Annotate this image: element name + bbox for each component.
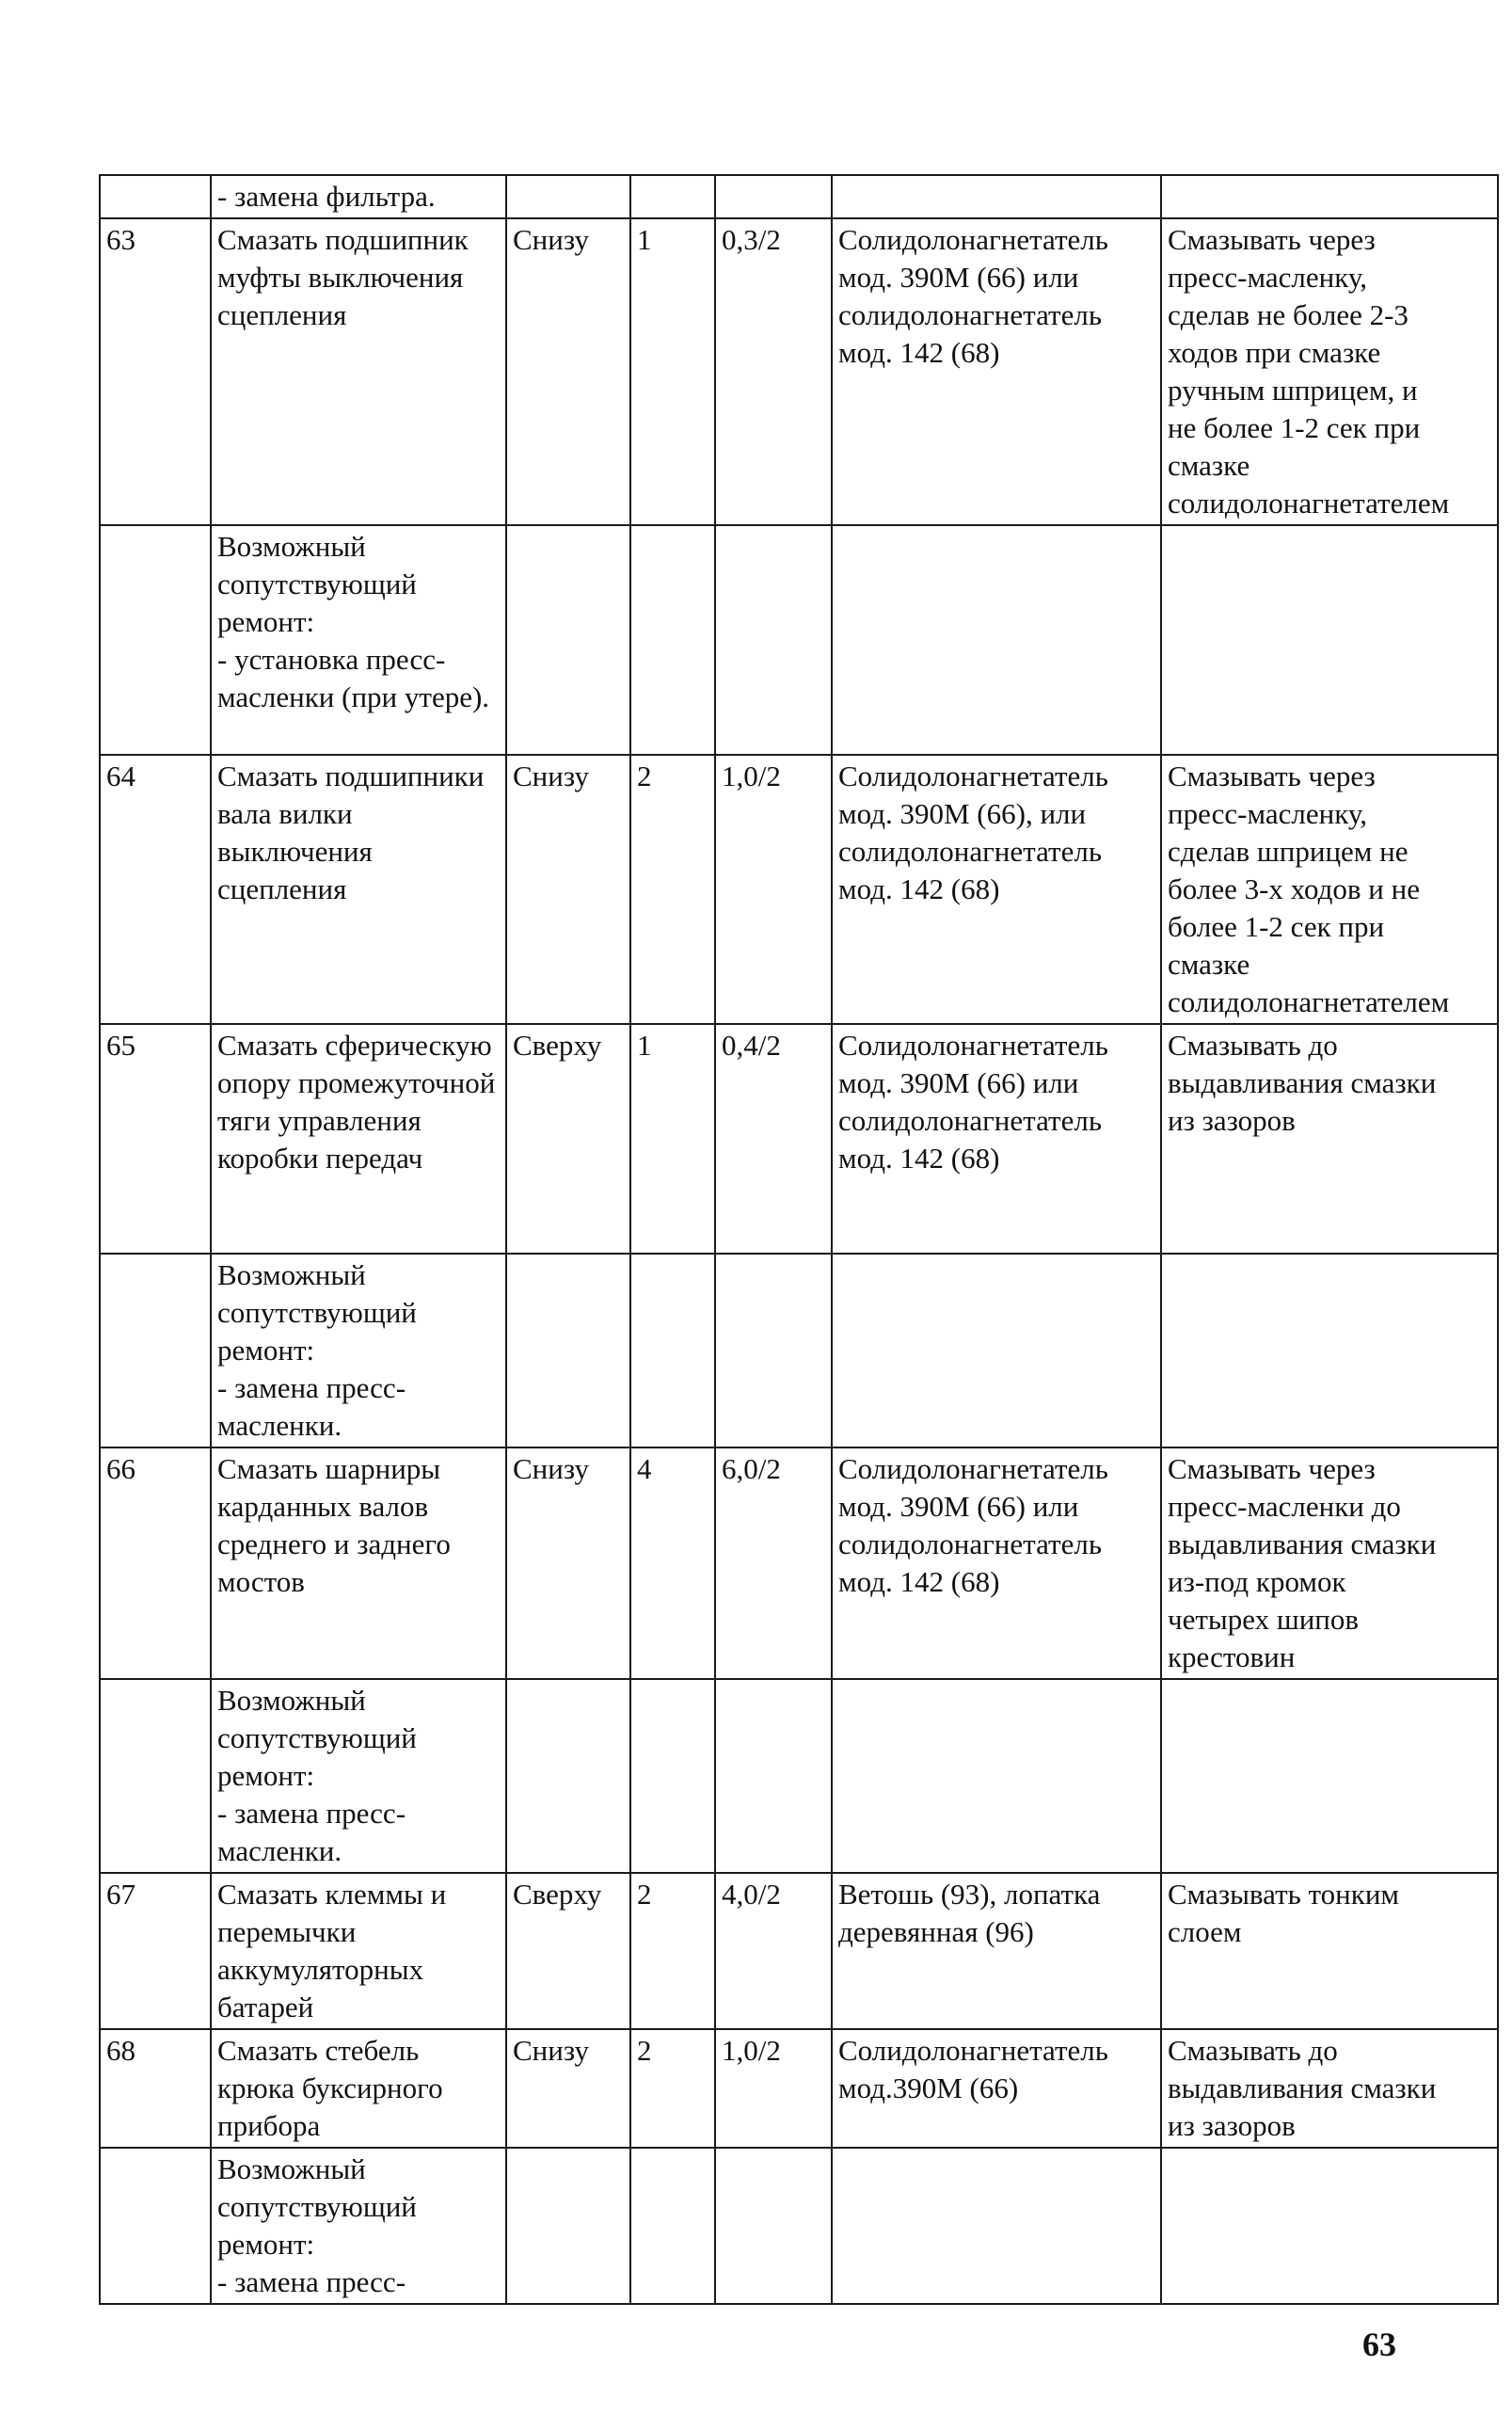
cell-number <box>100 175 211 218</box>
cell-tool: Ветошь (93), лопатка деревянная (96) <box>832 1873 1161 2029</box>
cell-number: 64 <box>100 755 211 1024</box>
cell-side: Снизу <box>506 2029 630 2148</box>
table-row <box>100 2029 1498 2148</box>
cell-labor: 1,0/2 <box>715 2029 832 2148</box>
cell-tool: Солидолонагнетатель мод. 390М (66), или солидолонагнетатель мод. 142 (68) <box>832 755 1161 1024</box>
cell-labor: 4,0/2 <box>715 1873 832 2029</box>
cell-operation: Смазать стебель крюка буксирного прибора <box>211 2029 506 2148</box>
cell-side <box>506 525 630 755</box>
cell-labor <box>715 525 832 755</box>
cell-count: 2 <box>630 2029 715 2148</box>
cell-tool: Солидолонагнетатель мод.390М (66) <box>832 2029 1161 2148</box>
cell-side: Снизу <box>506 1447 630 1679</box>
table-row <box>100 1254 1498 1447</box>
cell-labor <box>715 175 832 218</box>
cell-note <box>1161 1254 1498 1447</box>
cell-note: Смазывать до выдавливания смазки из зазоров <box>1161 1024 1498 1254</box>
cell-operation: Возможный сопутствующий ремонт: - установка пресс-масленки (при утере). <box>211 525 506 755</box>
cell-side <box>506 175 630 218</box>
cell-labor <box>715 1254 832 1447</box>
cell-side: Снизу <box>506 755 630 1024</box>
cell-operation: Смазать клеммы и перемычки аккумуляторных батарей <box>211 1873 506 2029</box>
cell-note <box>1161 175 1498 218</box>
cell-labor <box>715 2148 832 2304</box>
cell-count: 1 <box>630 218 715 525</box>
cell-operation: Смазать подшипники вала вилки выключения сцепления <box>211 755 506 1024</box>
cell-tool <box>832 175 1161 218</box>
cell-count: 1 <box>630 1024 715 1254</box>
cell-number: 66 <box>100 1447 211 1679</box>
cell-side <box>506 1254 630 1447</box>
cell-note: Смазывать через пресс-масленку, сделав не более 2-3 ходов при смазке ручным шприцем, и не более 1-2 сек при смазке солидолонагнетателем <box>1161 218 1498 525</box>
table-row <box>100 218 1498 525</box>
cell-tool: Солидолонагнетатель мод. 390М (66) или солидолонагнетатель мод. 142 (68) <box>832 218 1161 525</box>
table-row <box>100 1024 1498 1254</box>
table-row <box>100 2148 1498 2304</box>
cell-note: Смазывать через пресс-масленки до выдавливания смазки из-под кромок четырех шипов крестовин <box>1161 1447 1498 1679</box>
cell-count <box>630 1679 715 1873</box>
cell-tool: Солидолонагнетатель мод. 390М (66) или солидолонагнетатель мод. 142 (68) <box>832 1447 1161 1679</box>
cell-side: Сверху <box>506 1024 630 1254</box>
cell-note <box>1161 2148 1498 2304</box>
cell-count: 2 <box>630 755 715 1024</box>
cell-tool: Солидолонагнетатель мод. 390М (66) или солидолонагнетатель мод. 142 (68) <box>832 1024 1161 1254</box>
table-row <box>100 1679 1498 1873</box>
cell-number: 67 <box>100 1873 211 2029</box>
cell-number: 63 <box>100 218 211 525</box>
table-row <box>100 525 1498 755</box>
cell-note <box>1161 1679 1498 1873</box>
cell-labor <box>715 1679 832 1873</box>
table-row <box>100 1873 1498 2029</box>
cell-number <box>100 1679 211 1873</box>
cell-labor: 6,0/2 <box>715 1447 832 1679</box>
cell-number <box>100 2148 211 2304</box>
cell-side <box>506 1679 630 1873</box>
cell-side <box>506 2148 630 2304</box>
page-number: 63 <box>1362 2326 1396 2363</box>
cell-count <box>630 525 715 755</box>
cell-operation: Смазать подшипник муфты выключения сцепления <box>211 218 506 525</box>
cell-count: 2 <box>630 1873 715 2029</box>
cell-count <box>630 1254 715 1447</box>
cell-operation: Смазать сферическую опору промежуточной тяги управления коробки передач <box>211 1024 506 1254</box>
cell-number: 65 <box>100 1024 211 1254</box>
cell-tool <box>832 1679 1161 1873</box>
cell-note: Смазывать до выдавливания смазки из зазоров <box>1161 2029 1498 2148</box>
table-row <box>100 755 1498 1024</box>
cell-operation: Возможный сопутствующий ремонт: - замена пресс- <box>211 2148 506 2304</box>
table-row <box>100 1447 1498 1679</box>
cell-operation: Возможный сопутствующий ремонт: - замена пресс-масленки. <box>211 1254 506 1447</box>
cell-note: Смазывать тонким слоем <box>1161 1873 1498 2029</box>
cell-labor: 0,4/2 <box>715 1024 832 1254</box>
cell-tool <box>832 2148 1161 2304</box>
maintenance-table <box>99 174 1499 2305</box>
cell-side: Сверху <box>506 1873 630 2029</box>
cell-number <box>100 525 211 755</box>
cell-operation: - замена фильтра. <box>211 175 506 218</box>
cell-count: 4 <box>630 1447 715 1679</box>
cell-number <box>100 1254 211 1447</box>
cell-note: Смазывать через пресс-масленку, сделав шприцем не более 3-х ходов и не более 1-2 сек при смазке солидолонагнетателем <box>1161 755 1498 1024</box>
cell-tool <box>832 1254 1161 1447</box>
cell-note <box>1161 525 1498 755</box>
cell-operation: Возможный сопутствующий ремонт: - замена пресс-масленки. <box>211 1679 506 1873</box>
table-row <box>100 175 1498 218</box>
cell-labor: 1,0/2 <box>715 755 832 1024</box>
cell-operation: Смазать шарниры карданных валов среднего и заднего мостов <box>211 1447 506 1679</box>
cell-tool <box>832 525 1161 755</box>
cell-count <box>630 175 715 218</box>
cell-count <box>630 2148 715 2304</box>
cell-number: 68 <box>100 2029 211 2148</box>
maintenance-table-body <box>100 175 1498 2304</box>
cell-labor: 0,3/2 <box>715 218 832 525</box>
cell-side: Снизу <box>506 218 630 525</box>
